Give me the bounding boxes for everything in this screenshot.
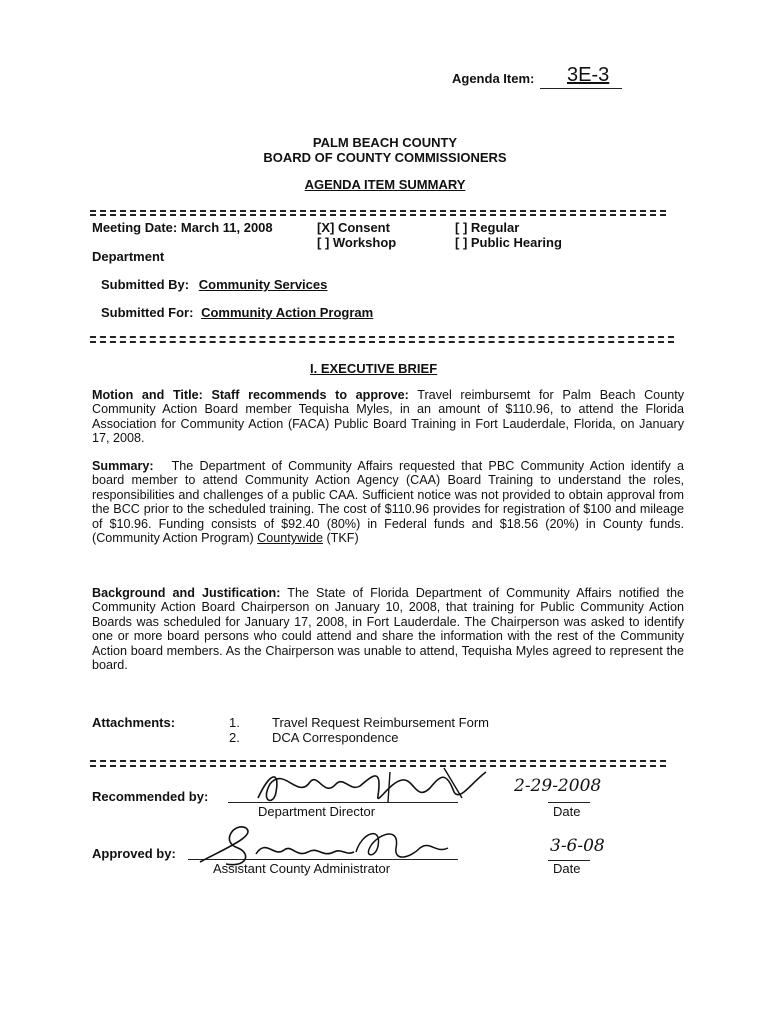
summary-title: AGENDA ITEM SUMMARY [304, 177, 466, 192]
summary-text: The Department of Community Affairs requested that PBC Community Action identify a board member to attend Community Action Agency (CAA) Board Training to understand the roles, responsibilities and challenges of a public CAA. Sufficient notice was not provided to obtain approval from the BCC prior to the scheduled training. The cost of $110.96 provides for registration of $100 and mileage of $10.96. Funding consists of $92.40 (80%) in Federal funds and $18.56 (20%) in County funds. (Community Action Program) [92, 459, 685, 546]
county-name: PALM BEACH COUNTY [312, 135, 458, 150]
background-text: The State of Florida Department of Community Affairs notified the Community Action Board Chairperson on January 10, 2008, that training for Public Community Action Boards was scheduled for January 17, 2008, in Fort Lauderdale. The Chairperson was asked to identify one or more board persons who could attend and share the information with the rest of the Community Action board members. As the Chairperson was unable to attend, Tequisha Myles agreed to represent the board. [92, 586, 684, 673]
background-paragraph [92, 586, 684, 672]
submitted-for-value: Community Action Program [201, 305, 374, 320]
agenda-item-underline [540, 88, 622, 89]
consent-checkbox: [X] Consent [317, 220, 390, 235]
attachments-label: Attachments: [92, 715, 176, 730]
separator-mid [90, 336, 674, 338]
summary-tail: (TKF) [326, 531, 359, 546]
motion-label: Motion and Title: [92, 388, 203, 402]
submitted-by-label: Submitted By: [101, 277, 190, 292]
board-name: BOARD OF COUNTY COMMISSIONERS [263, 150, 507, 165]
department-label: Department [92, 249, 165, 264]
recommended-label: Recommended by: [92, 789, 209, 804]
recommended-date-line [548, 802, 590, 803]
recommended-date: 2-29-2008 [514, 776, 602, 796]
public-hearing-checkbox: [ ] Public Hearing [455, 235, 562, 250]
summary-label: Summary: [92, 459, 154, 473]
separator-top [90, 210, 666, 212]
recommended-date-label: Date [553, 804, 581, 819]
separator-mid-2 [90, 341, 674, 343]
submitted-by-value: Community Services [198, 277, 328, 292]
agenda-item-value: 3E-3 [567, 64, 610, 86]
submitted-for-label: Submitted For: [101, 305, 194, 320]
agenda-item-label: Agenda Item: [452, 71, 535, 86]
attachment-text-2: DCA Correspondence [272, 730, 399, 745]
submitted-by [101, 277, 327, 292]
approved-title: Assistant County Administrator [213, 861, 391, 876]
approved-date: 3-6-08 [550, 836, 605, 856]
summary-paragraph [92, 459, 684, 545]
attachment-text-1: Travel Request Reimbursement Form [272, 715, 489, 730]
approved-date-label: Date [553, 861, 581, 876]
regular-checkbox: [ ] Regular [455, 220, 520, 235]
workshop-checkbox: [ ] Workshop [317, 235, 397, 250]
background-label: Background and Justification: [92, 586, 281, 600]
attachment-num-1: 1. [229, 715, 240, 730]
approved-label: Approved by: [92, 846, 176, 861]
submitted-for [101, 305, 373, 320]
separator-top-2 [90, 214, 666, 216]
motion-text: Travel reimbursemt for Palm Beach County Community Action Board member Tequisha Myles, in an amount of $110.96, to attend the Florida Association for Community Action (FACA) Public Board Training in Fort Lauderdale, Florida, on January 17, 2008. [92, 388, 684, 446]
motion-paragraph [92, 388, 684, 446]
meeting-date-value: March 11, 2008 [180, 220, 273, 235]
recommended-title: Department Director [258, 804, 376, 819]
meeting-date [92, 220, 273, 235]
summary-countywide: Countywide [257, 531, 323, 546]
motion-bold: Staff recommends to approve: [211, 388, 409, 402]
meeting-date-label: Meeting Date: [92, 220, 178, 235]
executive-brief-heading: I. EXECUTIVE BRIEF [310, 361, 438, 376]
attachment-num-2: 2. [229, 730, 240, 745]
